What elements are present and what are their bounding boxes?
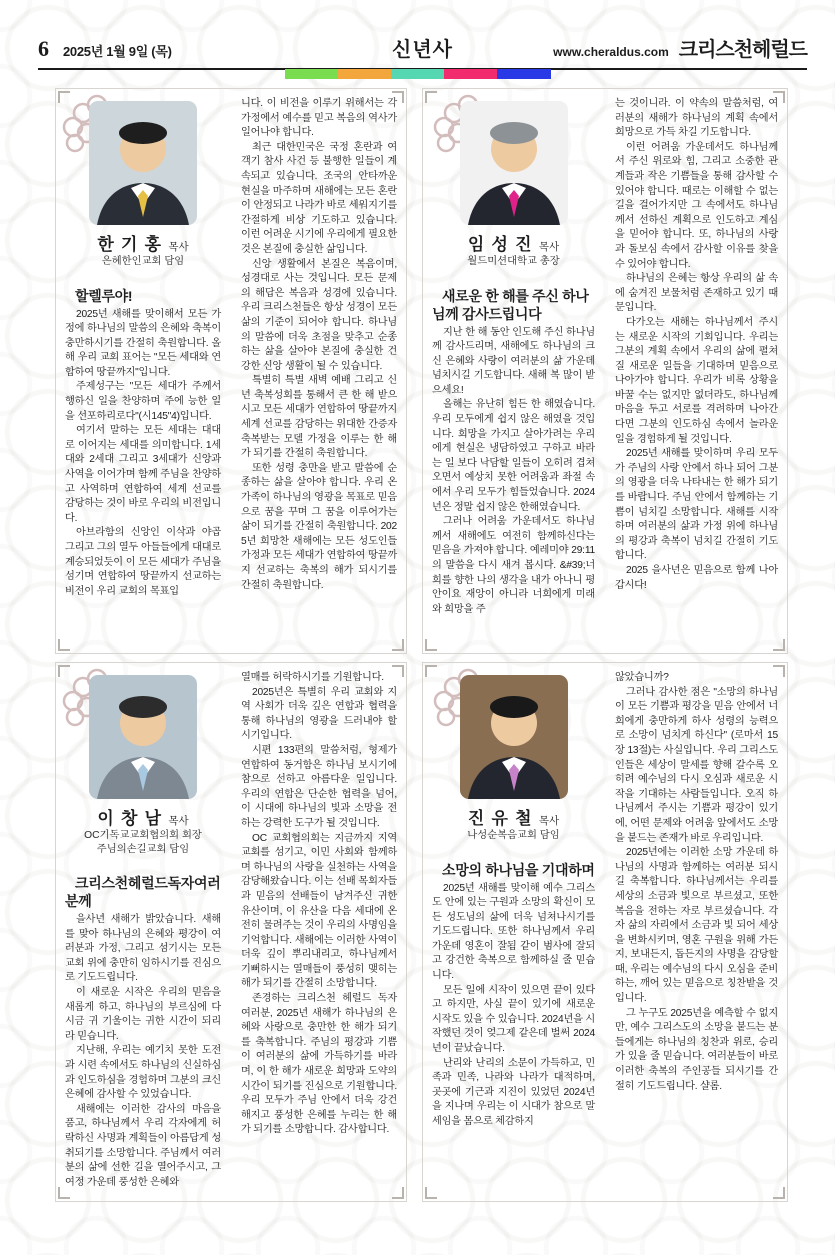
paragraph: 열매를 허락하시기를 기원합니다. xyxy=(241,672,384,683)
pastor-name-text: 한 기 홍 xyxy=(97,235,163,254)
paragraph: 존경하는 크리스천 헤럴드 독자 여러분, 2025년 새해가 하나님의 은혜와 사랑으로 충만한 한 해가 되기를 축복합니다. 주님의 평강과 기쁨이 여러분의 삶에 가득하기를 바라며, 이 한 해가 새로운 희망과 도약의 시간이 되기를 진심으로 기원합니다. 우리 모두가 주님 안에서 더욱 강건해지고 풍성한 은혜를 누리는 한 해가 되기를 소망합니다. 감사합니다. xyxy=(241,993,397,1136)
article-first-column xyxy=(432,667,595,1197)
article-block xyxy=(422,88,788,654)
frame-corner-icon xyxy=(392,91,404,103)
paragraph: 이 새로운 시작은 우리의 믿음을 새롭게 하고, 하나님의 부르심에 다시금 귀 기울이는 귀한 시간이 되리라 믿습니다. xyxy=(65,986,221,1042)
pastor-title: 목사 xyxy=(168,241,189,253)
pastor-photo xyxy=(89,675,197,799)
color-bar-segment xyxy=(285,69,338,79)
color-bar-segment xyxy=(338,69,391,79)
article-text-column-2 xyxy=(615,667,778,1094)
pastor-name xyxy=(432,230,595,255)
article-columns xyxy=(65,93,397,649)
pastor-name-text: 진 유 철 xyxy=(467,809,534,828)
article-columns xyxy=(432,667,778,1197)
pastor-affiliation: 월드미션대학교 총장 xyxy=(467,256,560,267)
paragraph: 지난해, 우리는 예기치 못한 도전과 시련 속에서도 하나님의 신실하심과 인도하심을 경험하며 그분의 크신 은혜에 감사할 수 있었습니다. xyxy=(65,1045,221,1101)
paragraph: 2025년은 특별히 우리 교회와 지역 사회가 더욱 깊은 연합과 협력을 통해 하나님의 영광을 드러내야 할 시기입니다. xyxy=(241,686,397,742)
article-second-column xyxy=(241,93,397,649)
frame-corner-icon xyxy=(773,639,785,651)
paragraph: 2025년에는 이러한 소망 가운데 하나님의 사명과 함께하는 여러분 되시길 축복합니다. 하나님께서는 우리를 세상의 소금과 빛으로 부르셨고, 또한 복음을 전하는 자로 부르셨습니다. 각자 삶의 자리에서 소금과 빛 되어 세상을 변화시키며, 영혼 구원을 위해 가든지, 보내든지, 돕든지의 사명을 감당할 때, 우리는 예수님의 다시 오심을 준비하는, 깨어 있는 믿음으로 칭찬받을 것입니다. xyxy=(615,847,778,1005)
paragraph: 그러나 어려움 가운데서도 하나님께서 새해에도 여전히 함께하신다는 믿음을 가져야 합니다. 예레미야 29:11의 말씀을 다시 새겨 봅시다. &#39;너희를 향한 나의 생각을 내가 아나니 평안이요 재앙이 아니라 너희에게 미래와 희망을 주 xyxy=(432,516,595,615)
color-bar-segment xyxy=(444,69,497,79)
paragraph: 2025년 새해를 맞이해 예수 그리스도 안에 있는 구원과 소망의 확신이 모든 성도님의 삶에 더욱 넘쳐나시기를 기도드립니다. 또한 하나님께서 우리 가운데 영혼이 잘됨 같이 범사에 잘되고 강건한 축복으로 함께하실 줄 믿습니다. xyxy=(432,882,595,982)
frame-corner-icon xyxy=(773,665,785,677)
paragraph: OC 교회협의회는 지금까지 지역 교회를 섬기고, 이민 사회와 함께하며 하나님의 사랑을 실천하는 사역을 감당해왔습니다. 이는 선배 목회자들과 믿음의 선배들이 남겨주신 귀한 유산이며, 이 유산을 다음 세대에 온전히 물려주는 것이 우리의 사명임을 기억합니다. 새해에는 이러한 사역이 더욱 깊이 뿌리내리고, 하나님께서 기뻐하시는 열매들이 풍성히 맺히는 해가 되기를 간절히 소망합니다. xyxy=(241,832,397,990)
article-columns xyxy=(65,667,397,1197)
pastor-title: 목사 xyxy=(538,815,560,827)
paragraph: 니다. 이 비전을 이루기 위해서는 각 가정에서 예수를 믿고 복음의 역사가 일어나야 합니다. xyxy=(241,98,397,139)
pastor-name xyxy=(65,804,221,829)
pastor-affiliation: OC기독교교회협의회 회장 xyxy=(84,830,202,841)
article-block xyxy=(55,662,407,1202)
page-header xyxy=(38,32,807,64)
pastor-affiliation: 나성순복음교회 담임 xyxy=(467,830,560,841)
section-color-bar xyxy=(285,69,551,79)
pastor-affiliation: 은혜한인교회 담임 xyxy=(101,256,185,267)
pastor-name xyxy=(432,804,595,829)
article-heading: 할렐루야! xyxy=(75,287,133,304)
frame-corner-icon xyxy=(773,1187,785,1199)
article-block xyxy=(55,88,407,654)
paragraph: 최근 대한민국은 국정 혼란과 여객기 참사 사건 등 불행한 일들이 계속되고 있습니다. 조국의 안타까운 현실을 마주하며 새해에는 모든 혼란이 안정되고 나라가 바로 세워지기를 간절하게 비상 기도하고 있습니다. 이런 어려운 시기에 우리에게 필요한 것은 본질에 충실한 삶입니다. xyxy=(241,141,397,255)
section-title: 신년사 xyxy=(392,39,453,61)
article-text-column-1 xyxy=(65,308,221,600)
paragraph: 을사년 새해가 밝았습니다. 새해를 맞아 하나님의 은혜와 평강이 여러분과 가정, 그리고 섬기시는 모든 교회 위에 충만히 임하시기를 진심으로 기도드립니다. xyxy=(65,914,221,984)
pastor-name xyxy=(65,230,221,255)
paragraph: 또한 성령 충만을 받고 말씀에 순종하는 삶을 살아야 합니다. 우리 온 가족이 하나님의 영광을 목표로 믿음으로 꿈을 꾸며 그 꿈을 이루어가는 삶이 되기를 간절히 축원합니다. 2025년 희망찬 새해에는 모든 성도인들 가정과 모든 세대가 연합하여 땅끝까지 선교하는 축복의 해가 되시기를 간절히 축원합니다. xyxy=(241,462,397,591)
article-first-column xyxy=(432,93,595,649)
paragraph: 여기서 말하는 모든 세대는 대대로 이어지는 세대를 의미합니다. 1세대와 2세대 그리고 3세대가 신앙과 사역을 이어가며 함께 주님을 찬양하고 사역하며 연합하여 세계 선교를 감당하는 것이 바로 우리의 비전입니다. xyxy=(65,425,221,524)
paragraph: 이런 어려움 가운데서도 하나님께서 주신 위로와 힘, 그리고 소중한 관계들과 작은 기쁨들을 통해 감사할 수 있어야 합니다. 때로는 이해할 수 없는 길을 걸어가지만 그 속에서도 하나님께서 선하신 계획으로 인도하고 계심을 믿어야 합니다. 또, 하나님의 사랑과 돌보심 속에서 감사할 이유를 찾을 수 있어야 합니다. xyxy=(615,141,778,270)
pastor-title: 목사 xyxy=(538,241,560,253)
portrait-area xyxy=(460,101,568,225)
article-text-column-2 xyxy=(241,93,397,593)
paragraph: 하나님의 은혜는 항상 우리의 삶 속에 숨겨진 보물처럼 존재하고 있기 때문입니다. xyxy=(615,273,778,314)
header-left xyxy=(38,36,172,62)
paragraph: 다가오는 새해는 하나님께서 주시는 새로운 시작의 기회입니다. 우리는 그분의 계획 속에서 우리의 삶에 펼쳐질 새로운 일들을 기대하며 믿음으로 나아가야 합니다. 우리가 비록 상황을 바꿀 수는 없지만 없더라도, 하나님께 마음을 두고 서로를 격려하며 나아간다면 그분의 인도하심 속에서 놀라운 일을 경험하게 될 것입니다. xyxy=(615,316,778,445)
article-heading: 소망의 하나님을 기대하며 xyxy=(442,861,595,878)
frame-corner-icon xyxy=(58,639,70,651)
frame-corner-icon xyxy=(392,665,404,677)
pastor-affiliation: 주님의손길교회 담임 xyxy=(96,843,190,855)
paragraph: 않았습니까? xyxy=(615,672,669,683)
frame-corner-icon xyxy=(392,639,404,651)
article-text-column-2 xyxy=(241,667,397,1138)
frame-corner-icon xyxy=(425,1187,437,1199)
frame-corner-icon xyxy=(773,91,785,103)
pastor-photo xyxy=(89,101,197,225)
paragraph: 모든 일에 시작이 있으면 끝이 있다고 하지만, 사실 끝이 있기에 새로운 시작도 있을 수 있습니다. 2024년을 시작했던 것이 엊그제 같은데 벌써 2024년이 끝났습니다. xyxy=(432,984,595,1055)
paragraph: 2025 을사년은 믿음으로 함께 나아갑시다! xyxy=(615,565,778,591)
website-url: www.cheraldus.com xyxy=(553,45,669,59)
article-text-column-1 xyxy=(432,882,595,1130)
paragraph: 그 누구도 2025년을 예측할 수 없지만, 예수 그리스도의 소망을 붙드는 분들에게는 하나님의 칭찬과 위로, 승리가 있을 줄 믿습니다. 여러분들이 바로 이러한 축복의 주인공들 되시기를 간절히 기도드립니다. 샬롬. xyxy=(615,1007,778,1092)
article-text-column-1 xyxy=(432,326,595,618)
paragraph: 특별히 특별 새벽 예배 그리고 신년 축복성회를 통해서 큰 한 해 받으시고 모든 세대가 연합하여 땅끝까지 세계 선교를 감당하는 위대한 간증자 축복받는 모델 가정을 이루는 한 해가 되기를 간절히 축원합니다. xyxy=(241,375,397,460)
pastor-photo xyxy=(460,675,568,799)
article-text-column-1 xyxy=(65,913,221,1190)
pastor-name-text: 임 성 진 xyxy=(467,235,534,254)
paragraph: 는 것이니라. 이 약속의 말씀처럼, 여러분의 새해가 하나님의 계획 속에서 희망으로 가득 차길 기도합니다. xyxy=(615,98,778,139)
pastor-photo xyxy=(460,101,568,225)
frame-corner-icon xyxy=(392,1187,404,1199)
page-number: 6 xyxy=(38,36,49,61)
article-block xyxy=(422,662,788,1202)
paragraph: 그러나 감사한 점은 "소망의 하나님이 모든 기쁨과 평강을 믿음 안에서 너희에게 충만하게 하사 성령의 능력으로 소망이 넘치게 하신다" (로마서 15장 13절)는 사실입니다. 우리 그리스도인들은 세상이 말세를 향해 갈수록 오히려 예수님의 다시 오심과 새로운 시작을 기대하는 사람들입니다. 오직 하나님께서 주시는 기쁨과 평강이 있기에, 어떤 문제와 어려움 앞에서도 소망을 붙드는 존재가 바로 우리입니다. xyxy=(615,686,778,844)
pastor-name-text: 이 창 남 xyxy=(97,809,163,828)
frame-corner-icon xyxy=(425,639,437,651)
paragraph: 2025년 새해를 맞이해서 모든 가정에 하나님의 말씀의 은혜와 축복이 충만하시기를 간절히 축원합니다. 올해 우리 교회 표어는 "모든 세대와 연합하여 땅끝까지"입니다. xyxy=(65,308,221,378)
paragraph: 난리와 난리의 소문이 가득하고, 민족과 민족, 나라와 나라가 대적하며, 곳곳에 기근과 지진이 있었던 2024년을 지나며 우리는 이 시대가 참으로 말세임을 몸으로 체감하지 xyxy=(432,1057,595,1127)
header-right xyxy=(553,33,807,62)
portrait-area xyxy=(89,101,197,225)
article-first-column xyxy=(65,667,221,1197)
portrait-area xyxy=(89,675,197,799)
issue-date: 2025년 1월 9일 (목) xyxy=(63,44,172,59)
paragraph: 올해는 유난히 힘든 한 해였습니다. 우리 모두에게 쉽지 않은 해였을 것입니다. 희망을 가지고 살아가려는 우리에게 현실은 냉담하였고 구하고 바라는 일 보다 낙담할 일들이 오히려 겹쳐 오면서 예상치 못한 어려움과 좌절 속에서 우리 모두가 힘들었습니다. 2024년은 정말 쉽지 않은 한해였습니다. xyxy=(432,399,595,513)
article-second-column xyxy=(615,667,778,1197)
portrait-area xyxy=(460,675,568,799)
frame-corner-icon xyxy=(58,1187,70,1199)
paragraph: 신앙 생활에서 본질은 복음이며, 성경대로 사는 것입니다. 모든 문제의 해답은 복음과 성경에 있습니다. 우리 크리스천들은 항상 성경이 모든 삶의 기준이 되어야 합니다. 하나님의 말씀에 더욱 초점을 맞추고 순종하는 삶을 살아야 본질에 충실한 건강한 신앙 생활이 될 수 있습니다. xyxy=(241,258,397,372)
newspaper-masthead: 크리스천헤럴드 xyxy=(678,39,807,61)
article-heading: 크리스천헤럴드독자여러분께 xyxy=(65,875,221,909)
article-heading: 새로운 한 해를 주신 하나님께 감사드립니다 xyxy=(432,287,589,322)
article-second-column xyxy=(615,93,778,649)
color-bar-segment xyxy=(391,69,444,79)
paragraph: 아브라함의 신앙인 이삭과 야곱 그리고 그의 열두 아들들에게 대대로 계승되었듯이 이 모든 세대가 주님을 섬기며 연합하여 땅끝까지 선교하는 비전이 우리 교회의 목표입 xyxy=(65,527,221,597)
article-columns xyxy=(432,93,778,649)
article-first-column xyxy=(65,93,221,649)
paragraph: 주제성구는 "모든 세대가 주께서 행하신 일을 찬양하며 주에 능한 일을 선포하리로다"(시145"4)입니다. xyxy=(65,381,221,422)
paragraph: 지난 한 해 동안 인도해 주신 하나님께 감사드리며, 새해에도 하나님의 크신 은혜와 사랑이 여러분의 삶 가운데 넘치시길 기도합니다. 새해 복 많이 받으세요! xyxy=(432,326,595,396)
paragraph: 시편 133편의 말씀처럼, 형제가 연합하여 동거함은 하나님 보시기에 참으로 선하고 아름다운 일입니다. 우리의 연합은 단순한 협력을 넘어, 이 시대에 하나님의 빛과 소망을 전하는 강력한 도구가 될 것입니다. xyxy=(241,744,397,829)
paragraph: 2025년 새해를 맞이하며 우리 모두가 주님의 사랑 안에서 하나 되어 그분의 영광을 더욱 나타내는 한 해가 되기를 바랍니다. 주님 안에서 함께하는 기쁨이 넘치길 소망합니다. 새해를 시작하며 여러분의 삶과 가정 위에 하나님의 평강과 축복이 넘치길 간절히 기도합니다. xyxy=(615,448,778,562)
article-grid xyxy=(55,88,788,1202)
pastor-title: 목사 xyxy=(168,815,189,827)
article-second-column xyxy=(241,667,397,1197)
paragraph: 새해에는 이러한 감사의 마음을 품고, 하나님께서 우리 각자에게 허락하신 사명과 계획들이 아름답게 성취되기를 소망합니다. 주님께서 여러분의 삶에 선한 길을 열어주시고, 그 여정 가운데 풍성한 은혜와 xyxy=(65,1103,221,1188)
article-text-column-2 xyxy=(615,93,778,593)
color-bar-segment xyxy=(497,69,550,79)
